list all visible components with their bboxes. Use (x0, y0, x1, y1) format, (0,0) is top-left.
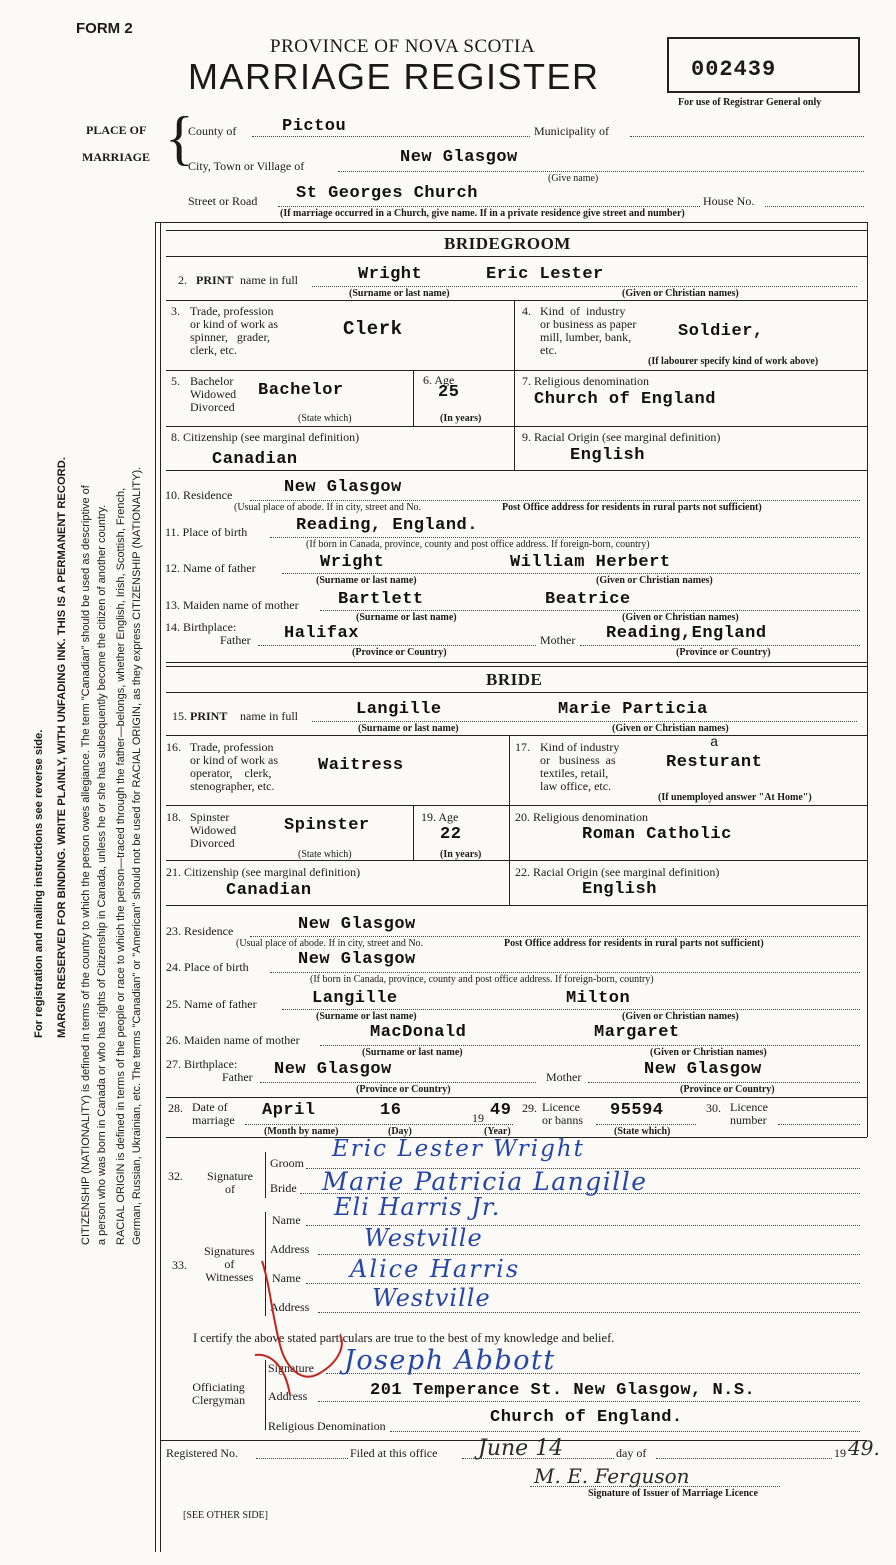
bride-name-label-no: 15. (172, 709, 187, 723)
county-label: County of (188, 124, 237, 138)
groom-age-label: 6. Age (423, 373, 455, 387)
certify-text: I certify the above stated particulars are true to the best of my knowledge and belief. (193, 1331, 615, 1345)
bride-religion: Roman Catholic (582, 825, 732, 844)
wit1-address-label: Address (270, 1242, 310, 1256)
bride-birthplace-label: 27. Birthplace: (166, 1057, 238, 1071)
street-caption: (If marriage occurred in a Church, give name. If in a private residence give street and number) (280, 208, 685, 219)
marriage-year: 49 (490, 1101, 512, 1120)
bride-bp-mother-label: Mother (546, 1070, 582, 1084)
groom-surname: Wright (358, 265, 423, 284)
groom-given-caption: (Given or Christian names) (622, 288, 739, 299)
wit2-address-label: Address (270, 1300, 310, 1314)
groom-citizenship-label: 8. Citizenship (see marginal definition) (171, 430, 360, 444)
red-pen-mark (250, 1255, 360, 1405)
filed-year-prefix: 19 (834, 1446, 846, 1460)
groom-bp-mother-cap: (Province or Country) (676, 647, 771, 658)
groom-mother-label: 13. Maiden name of mother (165, 598, 299, 612)
day-caption: (Day) (388, 1126, 412, 1137)
clergy-sig-label: Signature (268, 1361, 314, 1375)
groom-trade: Clerk (343, 318, 403, 340)
bride-mother-surname: MacDonald (370, 1023, 467, 1042)
filed-date: June 14 (478, 1436, 564, 1461)
groom-status-label: Bachelor Widowed Divorced (190, 374, 237, 414)
groom-religion-label: 7. Religious denomination (522, 374, 649, 388)
groom-father-given-cap: (Given or Christian names) (596, 575, 713, 586)
groom-trade-no: 3. (171, 304, 180, 318)
bride-religion-label: 20. Religious denomination (515, 810, 648, 824)
groom-bp-father: Halifax (284, 624, 359, 643)
groom-residence-caption: (Usual place of abode. If in city, street and No. (234, 502, 422, 513)
licence-value: 95594 (610, 1101, 664, 1120)
groom-birthplace-label: 14. Birthplace: (165, 620, 237, 634)
groom-father-surname: Wright (320, 553, 385, 572)
bride-signature: Marie Patricia Langille (322, 1167, 648, 1196)
bride-name-label-print: PRINT (190, 709, 228, 723)
bride-status-caption: (State which) (298, 849, 352, 860)
see-other-side: [SEE OTHER SIDE] (183, 1510, 268, 1521)
bride-industry: Resturant (666, 753, 763, 772)
street-value: St Georges Church (296, 184, 478, 203)
county-value: Pictou (282, 117, 347, 136)
groom-bp-mother-label: Mother (540, 633, 576, 647)
margin-citizenship-2: a person who was born in Canada or who has rights of Citizenship in Canada, unless he or she has subsequently become the citizen of another country. (96, 504, 108, 1245)
bride-industry-caption: (If unemployed answer "At Home") (658, 792, 812, 803)
marriage-month: April (262, 1101, 316, 1120)
groom-birth-label: 11. Place of birth (165, 525, 248, 539)
bride-mother-given-cap: (Given or Christian names) (650, 1047, 767, 1058)
groom-industry-caption: (If labourer specify kind of work above) (648, 356, 819, 367)
bride-given-caption: (Given or Christian names) (612, 723, 729, 734)
clergy-religion-label: Religious Denomination (268, 1419, 386, 1433)
marriage-label: MARRIAGE (82, 150, 150, 164)
bride-sig-label: Bride (270, 1181, 297, 1195)
bride-status: Spinster (284, 816, 370, 835)
marriage-day: 16 (380, 1101, 402, 1120)
clergy-denomination: Church of England. (490, 1408, 683, 1427)
bride-status-label: Spinster Widowed Divorced (190, 810, 237, 850)
bridegroom-heading: BRIDEGROOM (444, 234, 571, 253)
bride-father-given: Milton (566, 989, 631, 1008)
groom-status: Bachelor (258, 381, 344, 400)
groom-birth: Reading, England. (296, 516, 478, 535)
bride-residence-caption: (Usual place of abode. If in city, street and No. (236, 938, 424, 949)
groom-trade-label: Trade, profession or kind of work as spinner, grader, clerk, etc. (190, 304, 278, 357)
year-prefix: 19 (472, 1111, 484, 1125)
municipality-label: Municipality of (534, 124, 609, 138)
groom-signature: Eric Lester Wright (332, 1136, 585, 1162)
register-note: For use of Registrar General only (678, 97, 822, 108)
bride-bp-mother-cap: (Province or Country) (680, 1084, 775, 1095)
place-brace: { (165, 105, 194, 171)
groom-mother-surname-cap: (Surname or last name) (356, 612, 457, 623)
licence-number-label: Licence number (730, 1100, 768, 1127)
bride-bp-father: New Glasgow (274, 1060, 392, 1079)
groom-surname-caption: (Surname or last name) (349, 288, 450, 299)
bride-citizenship-label: 21. Citizenship (see marginal definition) (166, 865, 361, 879)
bride-mother-label: 26. Maiden name of mother (166, 1033, 300, 1047)
groom-industry-label: Kind of industry or business as paper mill, lumber, bank, etc. (540, 304, 637, 357)
bride-trade-no: 16. (166, 740, 181, 754)
bride-birth-caption: (If born in Canada, province, county and post office address. If foreign-born, country) (310, 974, 654, 985)
bride-bp-mother: New Glasgow (644, 1060, 762, 1079)
clergy-signature: Joseph Abbott (344, 1345, 556, 1376)
bride-trade-label: Trade, profession or kind of work as operator, clerk, stenographer, etc. (190, 740, 278, 793)
groom-residence-label: 10. Residence (165, 488, 233, 502)
bride-given-names: Marie Particia (558, 700, 708, 719)
groom-father-given: William Herbert (510, 553, 671, 572)
groom-industry-no: 4. (522, 304, 531, 318)
groom-name-label-print: PRINT (196, 273, 234, 287)
groom-age-caption: (In years) (440, 413, 482, 424)
bride-residence-label: 23. Residence (166, 924, 234, 938)
bride-birth: New Glasgow (298, 950, 416, 969)
bride-residence: New Glasgow (298, 915, 416, 934)
province-heading: PROVINCE OF NOVA SCOTIA (270, 36, 536, 57)
bride-age: 22 (440, 825, 462, 844)
groom-residence-caption-bold: Post Office address for residents in rural parts not sufficient) (502, 502, 762, 513)
city-label: City, Town or Village of (188, 159, 305, 173)
margin-binding-note: MARGIN RESERVED FOR BINDING. WRITE PLAINLY, WITH UNFADING INK. THIS IS A PERMANENT RECORD. (56, 457, 68, 1038)
city-value: New Glasgow (400, 148, 518, 167)
bride-racial: English (582, 880, 657, 899)
witnesses-no: 33. (172, 1258, 187, 1272)
licence-label: Licence or banns (542, 1100, 583, 1127)
bride-age-label: 19. Age (421, 810, 459, 824)
place-of-label: PLACE OF (86, 123, 147, 137)
bride-bp-father-label: Father (222, 1070, 253, 1084)
licence-caption: (State which) (614, 1126, 671, 1137)
groom-father-surname-cap: (Surname or last name) (316, 575, 417, 586)
bride-industry-label: Kind of industry or business as textiles, retail, law office, etc. (540, 740, 620, 793)
bride-age-caption: (In years) (440, 849, 482, 860)
register-number: 002439 (691, 57, 777, 82)
margin-racial-2: German, Russian, Ukrainian, etc. The terms "Canadian" or "American" should not be used for RACIAL ORIGIN, as they express CITIZENSHIP (NATIONALITY). (131, 466, 143, 1245)
bride-mother-surname-cap: (Surname or last name) (362, 1047, 463, 1058)
groom-mother-given-cap: (Given or Christian names) (622, 612, 739, 623)
groom-industry: Soldier, (678, 322, 764, 341)
bride-father-given-cap: (Given or Christian names) (622, 1011, 739, 1022)
margin-instructions-note: For registration and mailing instructions see reverse side. (33, 729, 45, 1038)
groom-age: 25 (438, 383, 460, 402)
year-caption: (Year) (484, 1126, 511, 1137)
witness2-name: Alice Harris (350, 1255, 521, 1283)
groom-name-label: name in full (240, 273, 298, 287)
page-title: MARRIAGE REGISTER (188, 56, 600, 97)
groom-bp-father-label: Father (220, 633, 251, 647)
filed-year: 49. (848, 1436, 880, 1460)
groom-name-label-no: 2. (178, 273, 187, 287)
groom-birth-caption: (If born in Canada, province, county and post office address. If foreign-born, country) (306, 539, 650, 550)
bride-father-surname-cap: (Surname or last name) (316, 1011, 417, 1022)
wit1-name-label: Name (272, 1213, 301, 1227)
signature-label: Signature of (207, 1169, 253, 1196)
month-caption: (Month by name) (264, 1126, 339, 1137)
clergy-address: 201 Temperance St. New Glasgow, N.S. (370, 1381, 756, 1400)
bride-mother-given: Margaret (594, 1023, 680, 1042)
bride-status-no: 18. (166, 810, 181, 824)
registered-no-label: Registered No. (166, 1446, 238, 1460)
bride-industry-insert: a (710, 735, 719, 751)
licence-no: 29. (522, 1101, 537, 1115)
issuer-signature: M. E. Ferguson (534, 1464, 690, 1488)
clergy-label: Officiating Clergyman (192, 1380, 246, 1407)
bride-heading: BRIDE (486, 670, 543, 689)
city-caption: (Give name) (548, 173, 599, 184)
groom-sig-label: Groom (270, 1156, 304, 1170)
groom-bp-father-cap: (Province or Country) (352, 647, 447, 658)
bride-bp-father-cap: (Province or Country) (356, 1084, 451, 1095)
groom-residence: New Glasgow (284, 478, 402, 497)
bride-surname-caption: (Surname or last name) (358, 723, 459, 734)
bride-racial-label: 22. Racial Origin (see marginal definition) (515, 865, 720, 879)
groom-father-label: 12. Name of father (165, 561, 256, 575)
margin-citizenship-1: CITIZENSHIP (NATIONALITY) is defined in terms of the country to which the person owes allegiance. The term "Canadian" should be used as descriptive of (80, 485, 92, 1245)
bride-trade: Waitress (318, 756, 404, 775)
bride-birth-label: 24. Place of birth (166, 960, 249, 974)
margin-racial-1: RACIAL ORIGIN is defined in terms of the people or race to which the person—traced through the father—belongs, whether English, Irish, Scottish, French, (115, 487, 127, 1245)
groom-bp-mother: Reading,England (606, 624, 767, 643)
day-of-label: day of (616, 1446, 647, 1460)
witnesses-label: Signatures of Witnesses (204, 1244, 255, 1284)
groom-religion: Church of England (534, 390, 716, 409)
bride-residence-caption-bold: Post Office address for residents in rural parts not sufficient) (504, 938, 764, 949)
witness1-name: Eli Harris Jr. (334, 1193, 501, 1221)
street-label: Street or Road (188, 194, 258, 208)
bride-industry-no: 17. (515, 740, 530, 754)
groom-mother-surname: Bartlett (338, 590, 424, 609)
groom-citizenship: Canadian (212, 450, 298, 469)
date-label: Date of marriage (192, 1100, 235, 1127)
groom-racial-label: 9. Racial Origin (see marginal definition) (522, 430, 721, 444)
licence-number-no: 30. (706, 1101, 721, 1115)
bride-name-label: name in full (240, 709, 298, 723)
house-label: House No. (703, 194, 755, 208)
groom-mother-given: Beatrice (545, 590, 631, 609)
signature-no: 32. (168, 1169, 183, 1183)
date-no: 28. (168, 1101, 183, 1115)
form-number: FORM 2 (76, 20, 133, 37)
issuer-label: Signature of Issuer of Marriage Licence (588, 1488, 758, 1499)
groom-status-no: 5. (171, 374, 180, 388)
bride-father-surname: Langille (312, 989, 398, 1008)
bride-father-label: 25. Name of father (166, 997, 257, 1011)
bride-surname: Langille (356, 700, 442, 719)
groom-status-caption: (State which) (298, 413, 352, 424)
filed-label: Filed at this office (350, 1446, 438, 1460)
groom-given-names: Eric Lester (486, 265, 604, 284)
groom-racial: English (570, 446, 645, 465)
clergy-address-label: Address (268, 1389, 308, 1403)
bride-citizenship: Canadian (226, 881, 312, 900)
witness2-address: Westville (372, 1284, 491, 1312)
wit2-name-label: Name (272, 1271, 301, 1285)
witness1-address: Westville (364, 1224, 483, 1252)
